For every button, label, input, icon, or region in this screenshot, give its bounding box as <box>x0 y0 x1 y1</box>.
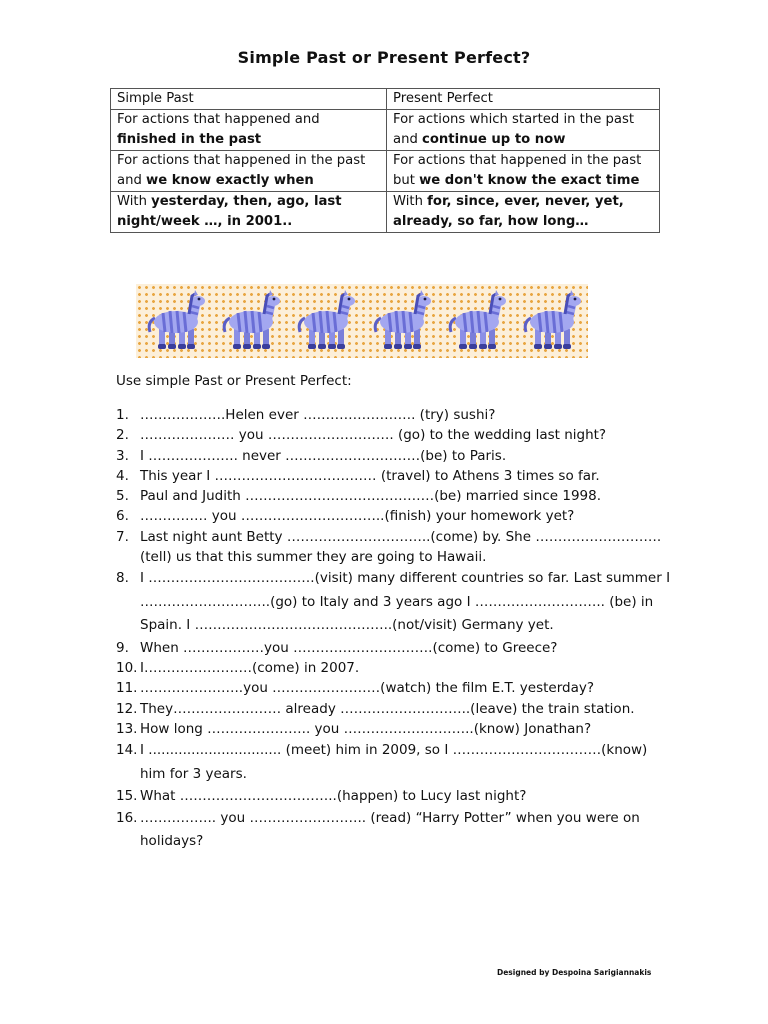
worksheet-title: Simple Past or Present Perfect? <box>237 48 531 67</box>
list-item: 14. I ............................... (meet) him in 2009, so I ……………………………(know) him for 3 years. <box>116 742 648 782</box>
header-simple-past: Simple Past <box>111 89 387 110</box>
present-perfect-cell: With for, since, ever, never, yet, already, so far, how long… <box>387 192 660 233</box>
list-item: 13. How long ………………….. you ………………………..(know) Jonathan? <box>116 721 592 738</box>
present-perfect-cell: For actions which started in the past and continue up to now <box>387 110 660 151</box>
list-item: 6. …………… you …………………………..(finish) your homework yet? <box>116 508 575 525</box>
table-header-row <box>111 89 660 110</box>
list-item: 15. What ……………………………..(happen) to Lucy last night? <box>116 788 527 805</box>
table-row <box>111 110 660 151</box>
list-item: 9. When ………………you ………………………….(come) to Greece? <box>116 639 558 656</box>
list-item: 12. They…………………… already ………………………..(leave) the train station. <box>116 700 635 717</box>
blue-zebra-icon <box>143 288 205 354</box>
blue-zebra-icon <box>519 288 581 354</box>
list-item: 5. Paul and Judith ……………………………………(be) married since 1998. <box>116 488 602 505</box>
present-perfect-cell: For actions that happened in the past but we don't know the exact time <box>387 151 660 192</box>
list-item: 4. This year I ……………………………… (travel) to Athens 3 times so far. <box>116 467 600 484</box>
grammar-table <box>110 88 660 233</box>
list-item: 2. ………………… you ………………………. (go) to the wedding last night? <box>116 427 607 444</box>
list-item: 8. I ……………………………….(visit) many different countries so far. Last summer I ………………………..(go) to Italy and 3 years ago I ……………………….. (be) in Spain. I ……………………………………..(not/visit) Germany yet. <box>116 570 671 634</box>
blue-zebra-icon <box>218 288 280 354</box>
list-item: 11. …………………..you ……………………(watch) the film E.T. yesterday? <box>116 680 595 697</box>
table-row <box>111 151 660 192</box>
instruction-text: Use simple Past or Present Perfect: <box>116 373 352 389</box>
list-item: 1. ……………….Helen ever ……………………. (try) sushi? <box>116 407 496 423</box>
list-item: 7. Last night aunt Betty …………………………..(come) by. She ……………………….(tell) us that this summer they are going to Hawaii. <box>116 528 662 566</box>
list-item: 10. I……………………(come) in 2007. <box>116 660 360 677</box>
header-present-perfect: Present Perfect <box>387 89 660 110</box>
table-row <box>111 192 660 233</box>
list-item: 3. I ……………….. never …………………………(be) to Paris. <box>116 447 507 464</box>
simple-past-cell: For actions that happened and finished in the past <box>111 110 387 151</box>
footer-credit: Designed by Despoina Sarigiannakis <box>497 968 652 977</box>
blue-zebra-icon <box>293 288 355 354</box>
simple-past-cell: For actions that happened in the past and we know exactly when <box>111 151 387 192</box>
list-item: 16. …………….. you …………………….. (read) “Harry Potter” when you were on holidays? <box>116 809 640 850</box>
blue-zebra-icon <box>369 288 431 354</box>
exercise-list <box>116 405 676 854</box>
zebra-banner <box>136 284 588 358</box>
blue-zebra-icon <box>444 288 506 354</box>
simple-past-cell: With yesterday, then, ago, last night/week …, in 2001.. <box>111 192 387 233</box>
